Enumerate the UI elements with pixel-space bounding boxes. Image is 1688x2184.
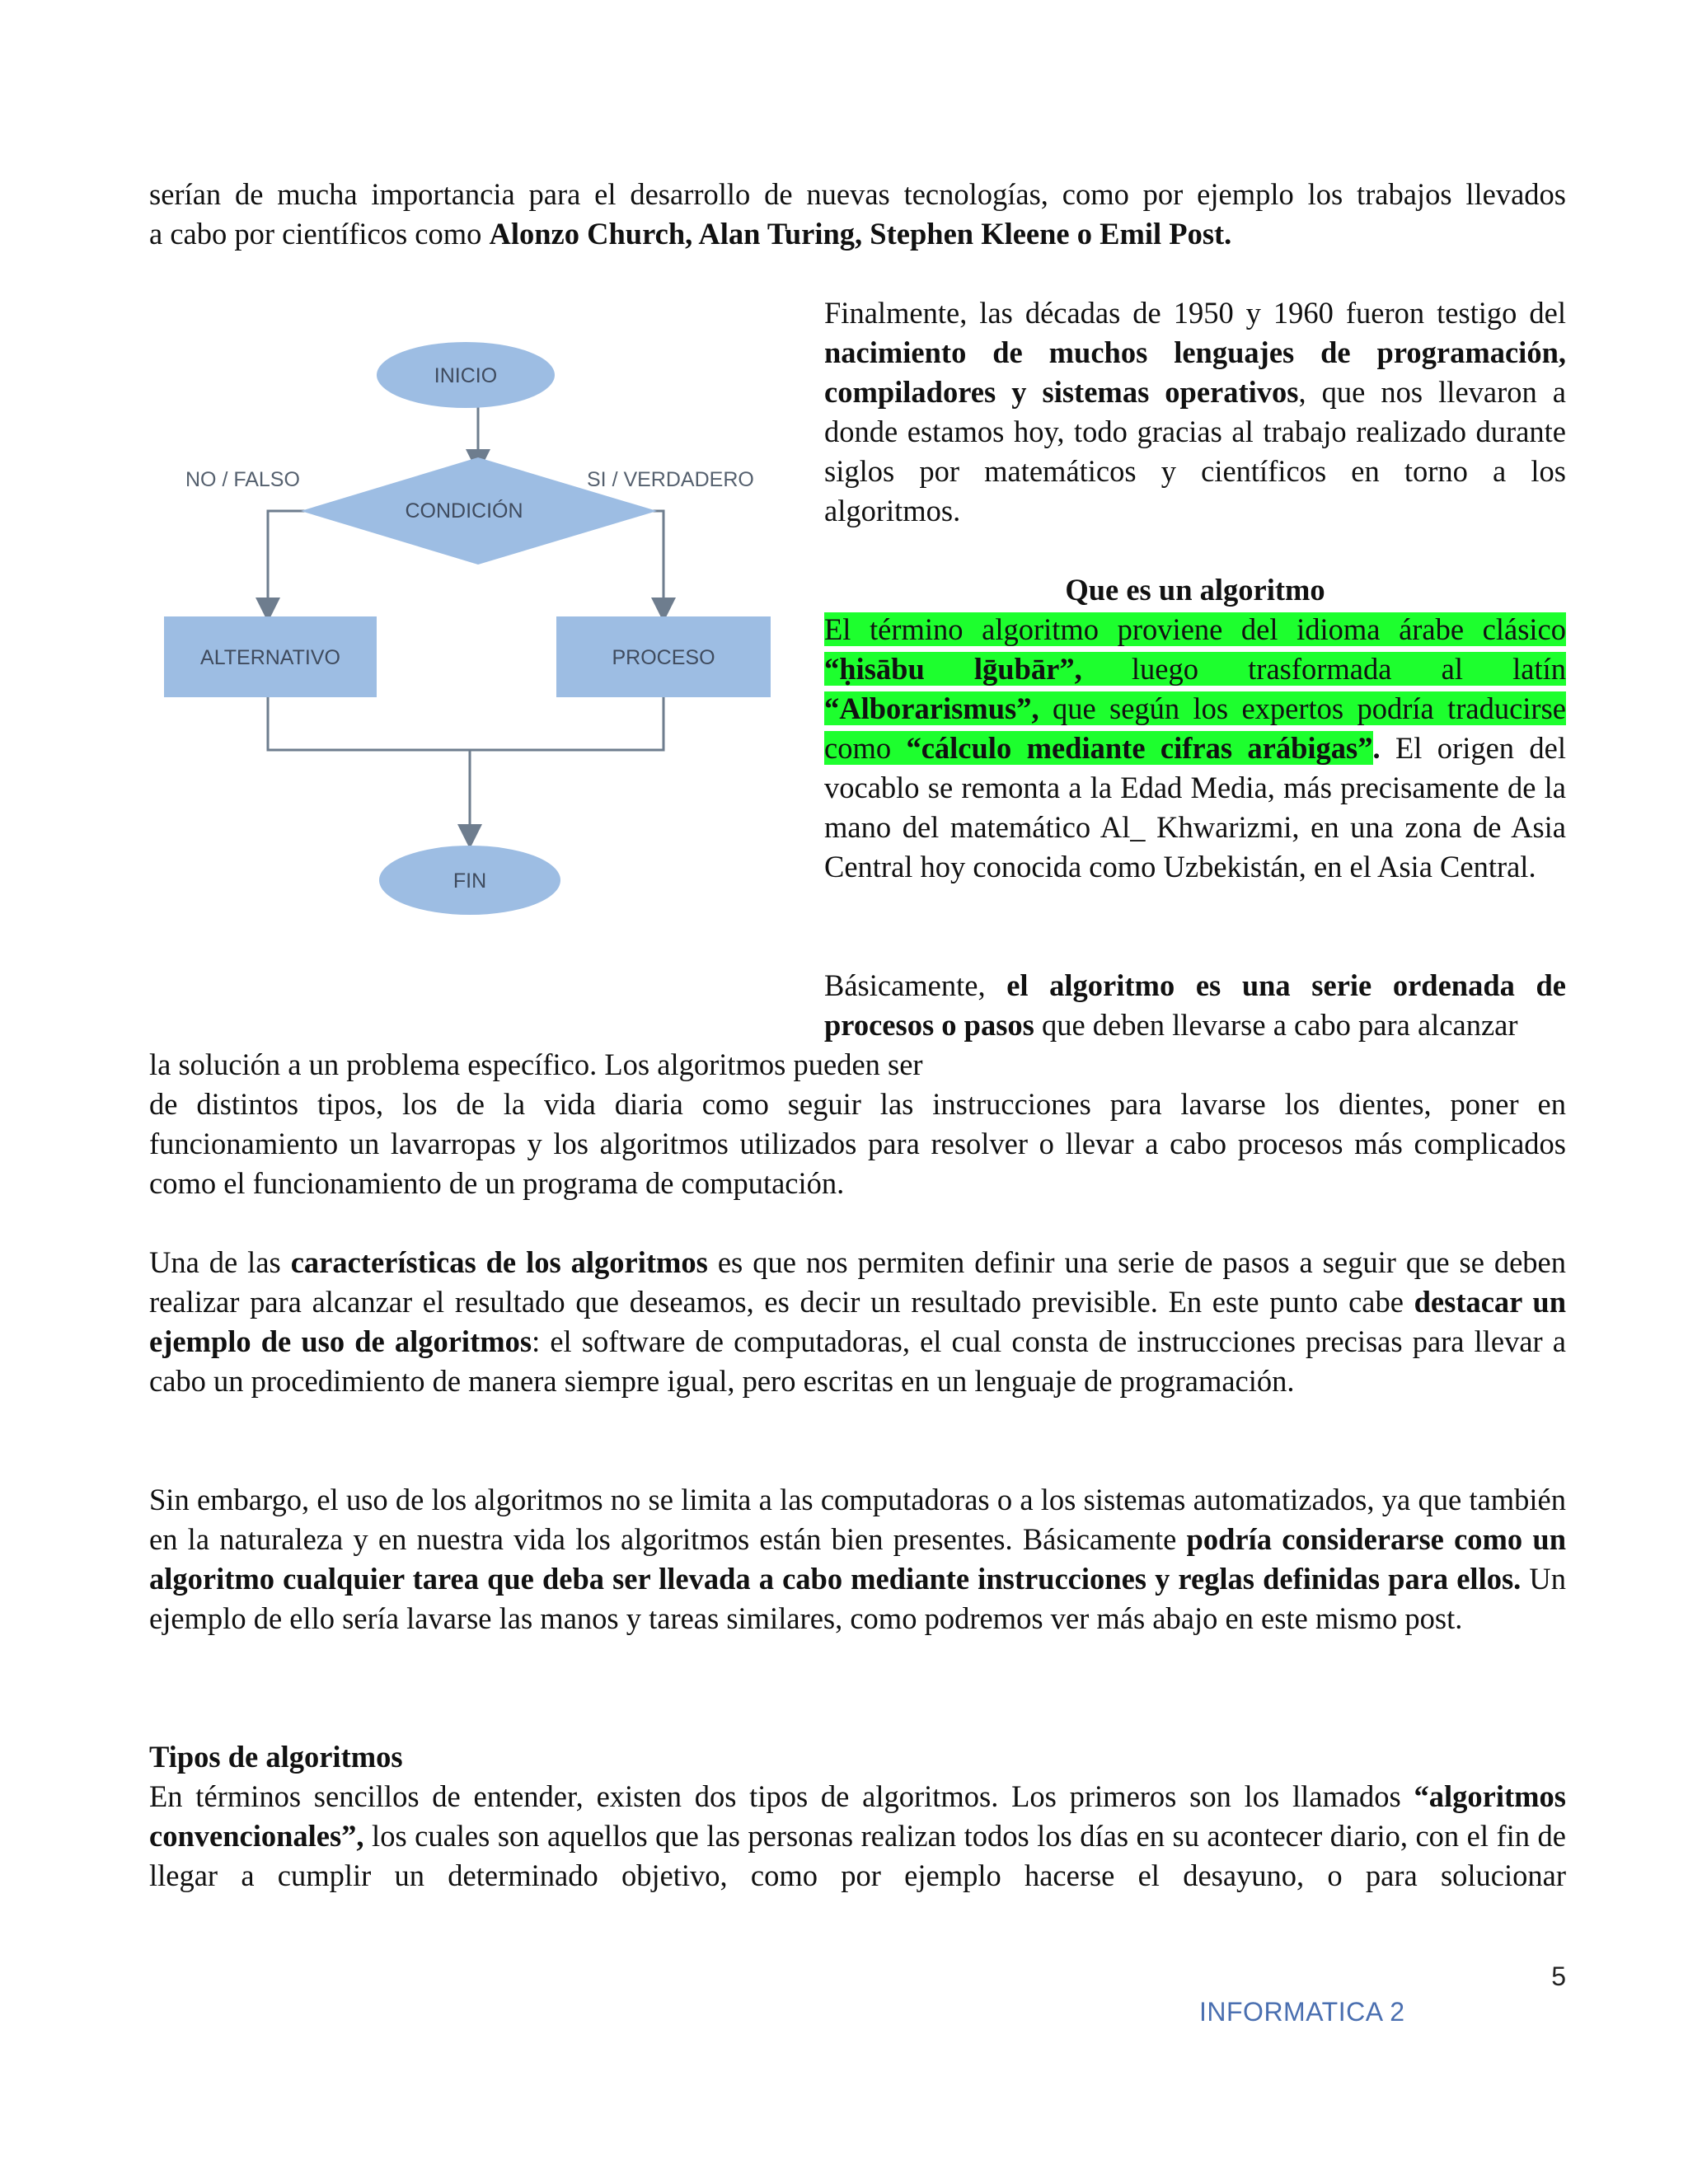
tipos-bold: “algoritmos convencionales”, xyxy=(149,1779,1566,1853)
caracteristicas-bold-2: destacar un ejemplo de uso de algoritmos xyxy=(149,1285,1566,1358)
highlight-text-1: El término algoritmo proviene del idioma árabe clásico xyxy=(824,612,1566,646)
que-es-rest: El origen del vocablo se remonta a la Edad Media, más precisamente de la mano del matemático Al_ Khwarizmi, en una zona de Asia Central hoy conocida como Uzbekistán, en el Asia Central. xyxy=(824,731,1566,883)
end-label: FIN xyxy=(452,869,487,893)
merge-connector xyxy=(268,696,663,750)
basicamente-bold: el algoritmo es una serie ordenada de procesos o pasos xyxy=(824,968,1566,1042)
highlight-bold-calculo: “cálculo mediante cifras arábigas” xyxy=(906,731,1373,765)
page-number: 5 xyxy=(1551,1961,1566,1991)
tipos-text: En términos sencillos de entender, existen dos tipos de algoritmos. Los primeros son los llamados xyxy=(149,1779,1414,1813)
arrow-yes-branch xyxy=(651,511,663,610)
basicamente-text-end: que deben llevarse a cabo para alcanzar xyxy=(1034,1008,1518,1042)
intro-line-1 xyxy=(149,175,1566,214)
sin-embargo-text: Sin embargo, el uso de los algoritmos no se limita a las computadoras o a los sistemas automatizados, ya que también en la naturaleza y en nuestra vida los algoritmos están bien presentes. Básicamente xyxy=(149,1483,1566,1556)
basicamente-text: Básicamente, xyxy=(824,968,1007,1002)
finalmente-text: Finalmente, las décadas de 1950 y 1960 fueron testigo del xyxy=(824,296,1566,330)
caracteristicas-text-end: : el software de computadoras, el cual consta de instrucciones precisas para llevar a cabo un procedimiento de manera siempre igual, pero escritas en un lenguaje de programación. xyxy=(149,1324,1566,1398)
alternative-label: ALTERNATIVO xyxy=(200,646,340,669)
highlight-text-3: que según los expertos podría traducirse como xyxy=(824,691,1566,765)
intro-text-1: serían de mucha importancia para el desarrollo de nuevas tecnologías, como por ejemplo los trabajos llevados xyxy=(149,177,1566,211)
tipos-text-end: los cuales son aquellos que las personas realizan todos los días en su acontecer diario, con el fin de llegar a cumplir un determinado objetivo, como por ejemplo hacerse el desayuno, o para solucionar xyxy=(149,1819,1566,1892)
intro-text-2: a cabo por científicos como xyxy=(149,217,490,251)
footer-label: INFORMATICA 2 xyxy=(1199,1997,1405,2027)
caracteristicas-bold-1: características de los algoritmos xyxy=(290,1245,708,1279)
caracteristicas-paragraph xyxy=(149,1243,1566,1401)
tipos-vida-diaria-paragraph: de distintos tipos, los de la vida diaria como seguir las instrucciones para lavarse los dientes, poner en funcionamiento un lavarropas y los algoritmos utilizados para resolver o llevar a cabo procesos más complicados como el funcionamiento de un programa de computación. xyxy=(149,1087,1566,1200)
intro-scientists: Alonzo Church, Alan Turing, Stephen Kleene o Emil Post. xyxy=(489,217,1232,251)
sin-embargo-bold: podría considerarse como un algoritmo cualquier tarea que deba ser llevada a cabo mediante instrucciones y reglas definidas para ellos. xyxy=(149,1522,1566,1596)
caracteristicas-text: Una de las xyxy=(149,1245,291,1279)
caracteristicas-text-mid: es que nos permiten definir una serie de pasos a seguir que se deben realizar para alcanzar el resultado que deseamos, es decir un resultado previsible. En este punto cabe xyxy=(149,1245,1567,1319)
finalmente-text-end: , que nos llevaron a donde estamos hoy, todo gracias al trabajo realizado durante siglos por matemáticos y científicos en torno a los algoritmos. xyxy=(824,375,1566,527)
highlight-bold-latin: “Alborarismus”, xyxy=(824,691,1039,725)
que-es-paragraph xyxy=(824,610,1566,887)
highlight-dot: . xyxy=(1372,731,1381,765)
sin-embargo-text-end: Un ejemplo de ello sería lavarse las manos y tareas similares, como podremos ver más abajo en este mismo post. xyxy=(149,1562,1566,1635)
start-label: INICIO xyxy=(434,364,498,387)
intro-line-2 xyxy=(149,214,1231,254)
no-false-label: NO / FALSO xyxy=(185,468,300,491)
yes-true-label: SI / VERDADERO xyxy=(587,468,754,491)
finalmente-paragraph xyxy=(824,293,1566,531)
basicamente-line: la solución a un problema específico. Los algoritmos pueden ser xyxy=(149,1047,923,1081)
condition-label: CONDICIÓN xyxy=(405,499,523,523)
basicamente-paragraph xyxy=(824,966,1566,1045)
tipos-paragraph xyxy=(149,1777,1566,1896)
section-heading-tipos: Tipos de algoritmos xyxy=(149,1740,403,1774)
highlight-bold-arabic: “ḥisābu lḡubār”, xyxy=(824,652,1082,686)
section-title-que-es: Que es un algoritmo xyxy=(1065,573,1325,607)
process-label: PROCESO xyxy=(612,646,715,669)
arrow-no-branch xyxy=(268,511,305,610)
flowchart-diagram xyxy=(152,313,795,940)
highlight-text-2: luego trasformada al latín xyxy=(1081,652,1567,686)
finalmente-bold: nacimiento de muchos lenguajes de programación, compiladores y sistemas operativos xyxy=(824,335,1566,409)
sin-embargo-paragraph xyxy=(149,1480,1566,1638)
